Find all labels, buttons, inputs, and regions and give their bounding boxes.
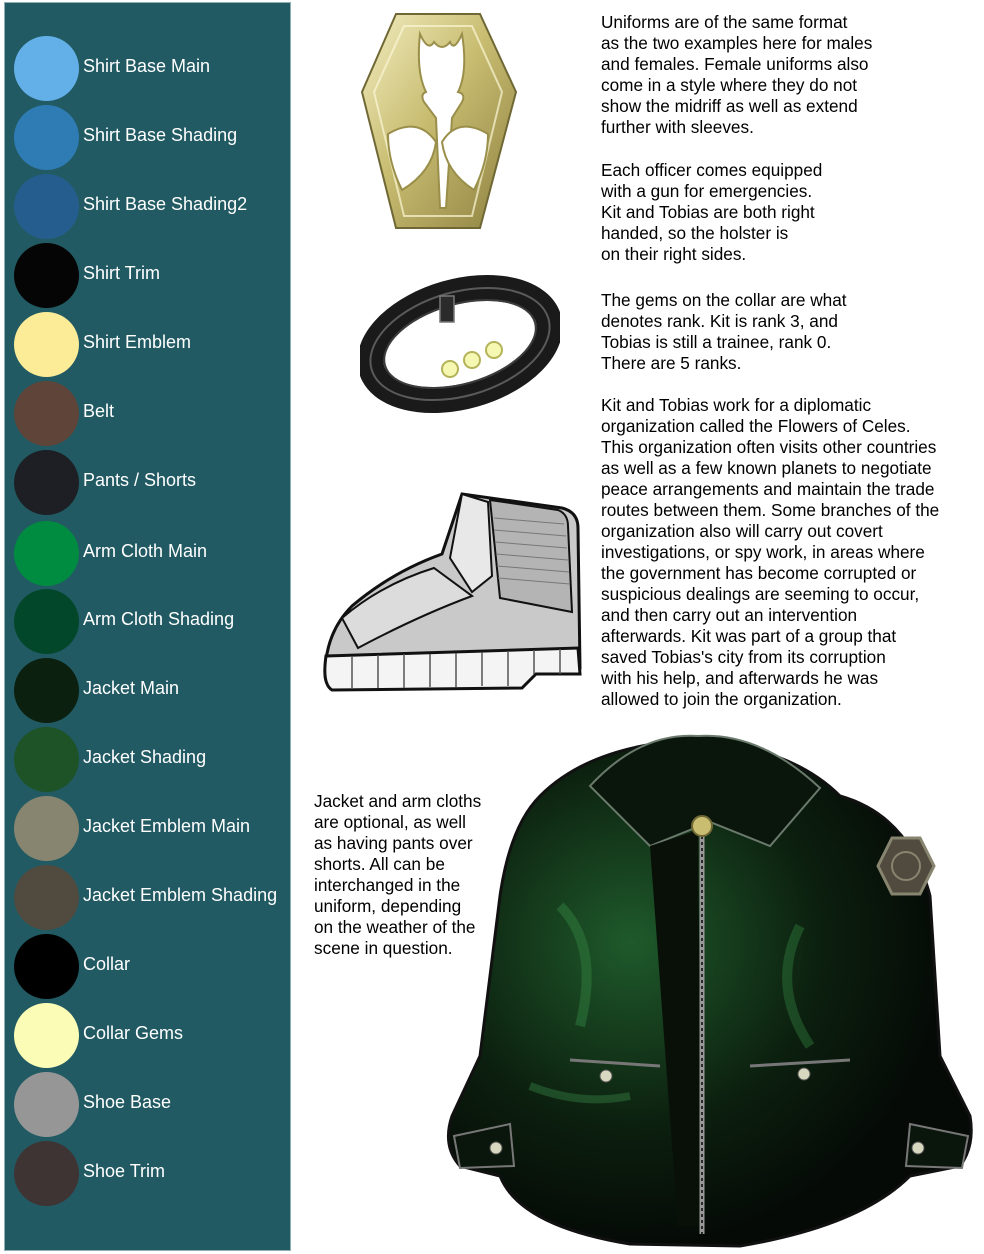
palette-row: [5, 381, 292, 447]
swatch-label: Collar: [83, 954, 131, 974]
swatch-label: Shirt Trim: [83, 263, 161, 283]
palette-row: [5, 1072, 292, 1138]
gun-paragraph: Each officer comes equipped with a gun for emergencies. Kit and Tobias are both right handed, so the holster is on their right sides.: [601, 160, 823, 264]
color-swatch: [14, 589, 79, 654]
color-swatch: [14, 174, 79, 239]
color-swatch: [14, 658, 79, 723]
color-swatch: [14, 450, 79, 515]
palette-row: [5, 243, 292, 309]
color-swatch: [14, 727, 79, 792]
color-swatch: [14, 312, 79, 377]
palette-row: [5, 796, 292, 862]
swatch-label: Jacket Emblem Shading: [83, 885, 278, 905]
palette-row: [5, 36, 292, 102]
swatch-label: Shoe Trim: [83, 1161, 166, 1181]
swatch-label: Shirt Base Shading2: [83, 194, 248, 214]
rank-collar-illustration: [360, 266, 560, 426]
swatch-label: Collar Gems: [83, 1023, 184, 1043]
swatch-label: Jacket Shading: [83, 747, 207, 767]
swatch-label: Arm Cloth Shading: [83, 609, 235, 629]
palette-row: [5, 1141, 292, 1207]
swatch-label: Belt: [83, 401, 115, 421]
color-swatch: [14, 796, 79, 861]
color-swatch: [14, 36, 79, 101]
color-swatch: [14, 1003, 79, 1068]
color-swatch: [14, 1072, 79, 1137]
swatch-label: Jacket Emblem Main: [83, 816, 251, 836]
color-swatch: [14, 521, 79, 586]
swatch-label: Shirt Emblem: [83, 332, 192, 352]
swatch-label: Jacket Main: [83, 678, 180, 698]
color-swatch: [14, 105, 79, 170]
swatch-label: Pants / Shorts: [83, 470, 197, 490]
swatch-label: Shirt Base Shading: [83, 125, 238, 145]
swatch-label: Arm Cloth Main: [83, 541, 208, 561]
swatch-label: Shoe Base: [83, 1092, 172, 1112]
color-swatch: [14, 865, 79, 930]
boot-illustration: [322, 488, 584, 694]
palette-row: [5, 521, 292, 587]
palette-row: [5, 1003, 292, 1069]
jacket-options-paragraph: Jacket and arm cloths are optional, as well as having pants over shorts. All can be interchanged in the uniform, depending on the weather of the scene in question.: [314, 791, 482, 958]
color-swatch: [14, 1141, 79, 1206]
swatch-label: Shirt Base Main: [83, 56, 211, 76]
color-swatch: [14, 243, 79, 308]
organization-paragraph: Kit and Tobias work for a diplomatic organization called the Flowers of Celes. This organization often visits other countries as well as a few known planets to negotiate peace arrangements and maintain the trade routes between them. Some branches of the organization also will carry out covert investigations, or spy work, in areas where the government has become corrupted or suspicious dealings are seeming to occur, and then carry out an intervention afterwards. Kit was part of a group that saved Tobias's city from its corruption with his help, and afterwards he was allowed to join the organization.: [601, 395, 940, 709]
flower-emblem-badge-illustration: [358, 12, 518, 234]
color-swatch: [14, 934, 79, 999]
palette-row: [5, 450, 292, 516]
jacket-illustration: [440, 726, 980, 1254]
palette-row: [5, 865, 292, 931]
palette-row: [5, 589, 292, 655]
palette-row: [5, 727, 292, 793]
palette-row: [5, 174, 292, 240]
color-palette-panel: [4, 2, 291, 1251]
uniforms-paragraph: Uniforms are of the same format as the two examples here for males and females. Female uniforms also come in a style where they do not show the midriff as well as extend further with sleeves.: [601, 12, 873, 137]
palette-row: [5, 312, 292, 378]
color-swatch: [14, 381, 79, 446]
palette-row: [5, 105, 292, 171]
rank-gems-paragraph: The gems on the collar are what denotes rank. Kit is rank 3, and Tobias is still a trainee, rank 0. There are 5 ranks.: [601, 290, 847, 373]
palette-row: [5, 934, 292, 1000]
palette-row: [5, 658, 292, 724]
